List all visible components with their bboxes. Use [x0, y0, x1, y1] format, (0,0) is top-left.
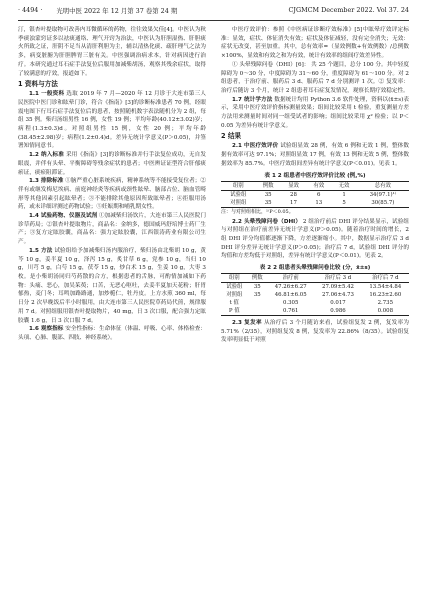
right-column — [221, 26, 409, 345]
subheading: 2.2 头晕残障问卷（DHI） — [232, 218, 302, 225]
body-text: ①加减柴归汤饮片，大连市第三人民医院门诊草药局；②银杏叶提取物片，商品名：金纳多，德国威玛舒培博士药厂生产；③复方定眩胶囊，商品名：强力定眩胶囊，江西银涛药业有限公司生产。 — [18, 213, 207, 246]
subheading: 1.7 统计学方法 — [232, 96, 273, 103]
subheading: 2.3 复发率 — [232, 320, 262, 327]
body-text: 试验组给予加减柴归汤内服治疗，柴归汤由北柴胡 10 g，黄芩 10 g，姜半夏 10 g，泽泻 15 g，炙甘草 6 g，党参 10 g，当归 10 g，川芎 5 g，白芍 15 g，茯苓 15 g，炒白术 15 g，生姜 10 g，大枣 3 枚。是小柴胡汤同归芍药散的合方，根据患者的舌脉，可酌情加减如下药物：头痛、恶心，加吴茱萸；口苦，无恶心呕吐，去姜半夏加天花粉；肝胃郁热，麦门冬；耳鸣加路路通，加炒栀仁，牡丹皮。上方水煎 360 ml，每日分 2 次早晚饭后半小时服用，由大连市第三人民医院草药局代煎，规律服用 7 d。对照组服用银杏叶提取物片，40 mg，日 3 次口服，配合强力定眩胶囊 1.6 g，日 3 次口服 7 d。 — [18, 247, 207, 324]
table-cell: 13.54±4.84 — [369, 284, 402, 291]
table-cell — [248, 299, 267, 307]
left-column — [18, 26, 206, 345]
table-cell: 6 — [317, 191, 321, 198]
journal-title-cn: 光明中医 2022 年 12 月第 37 卷第 24 期 — [56, 7, 178, 15]
column-header: 无效 — [331, 181, 356, 190]
table-cell: 2.735 — [377, 300, 394, 307]
table-row — [221, 299, 409, 307]
subheading: 1.5 方法 — [29, 247, 53, 254]
section-statistics — [221, 96, 409, 131]
body-text: 2 组治疗前后 DHI 评分结果显示，试验组与对照组在治疗前差异无统计学意义(P＞0.05)。随着治疗时间的增长，2 组 DHI 评分均值都逐渐下降，方差逐渐缩小。其中，数据显示治疗后 3 d DHI 评分差异无统计学意义(P＞0.05)；治疗后 7 d，试验组 DHI 评分的均值和方差均低于对照组，差异有统计学意义(P＜0.01)。见表 2。 — [221, 218, 410, 260]
body-text: 数据统计均用 Python 3.6 软件处理，资料以(x̄±s)表示，采用中医疗效评价指标测量效果；组间比较采用 t 检验，重复测量方差方法用来测量时间对同一组受试者的影响；组间比较采用 χ² 检验；以 P＜0.05 为差异有统计学意义。 — [221, 96, 409, 129]
body-text: 从治疗后 3 个月随访来看，试验组复发 2 例，复发率为 5.71%（2/35），对照组复发 8 例，复发率为 22.86%（8/35）。试验组复发率明显低于对照 — [221, 320, 410, 344]
body-text: 采用《指南》[3]的诊断标准并行手法复位成功，无自发眼震，并伴有头晕、平衡障碍等残余症状的患者；中医辨证证型符合肝郁痰瘀证，痰瘀阻滞证。 — [18, 152, 207, 176]
table-cell: 0.008 — [377, 308, 394, 315]
table-cell: 对照组 — [226, 292, 243, 299]
table-cell: 27.09±5.42 — [322, 284, 354, 291]
table-header-row — [221, 274, 409, 283]
table-2-caption: 表 2 2 组患者头晕残障问卷比较 (分，x̄±s) — [259, 265, 371, 272]
table-cell: 34(97.1)¹⁾ — [369, 191, 397, 198]
column-header: 组别 — [221, 274, 248, 283]
column-header: 治疗后 7 d — [362, 274, 409, 283]
dhi-label: ① 头晕残障问卷（DHI）[6]： — [232, 61, 310, 68]
running-header — [18, 6, 409, 21]
section-method — [18, 247, 206, 325]
table-cell: 0.017 — [330, 300, 346, 307]
table-cell: 0.305 — [282, 300, 299, 307]
table-cell: 30(85.7) — [371, 199, 395, 206]
column-header: 治疗前 — [267, 274, 314, 283]
subheading: 1.4 试验药物、仪器及试剂 — [29, 213, 98, 220]
table-cell: 35 — [253, 292, 261, 299]
table-cell: 27.06±4.73 — [322, 292, 354, 299]
column-header: 显效 — [281, 181, 306, 190]
column-header: 例数 — [248, 274, 267, 283]
table-cell: 47.26±6.27 — [274, 284, 307, 291]
table-1 — [221, 181, 409, 208]
section-heading-results: 2 结果 — [221, 132, 242, 141]
table-row — [221, 199, 409, 208]
intro-paragraph: 汀，银杏叶提取物可改善内耳微循环的药物，往往效果欠佳[4]。中医认为秋季痰浊蒙窍证多以祛痰通络、理气开窍为治法，中医认为肝胆湿热、肝胆痰火所致之证，肝阴不足当从清肝利胆为主，辅以清热化痰、疏肝理气之法为多，病变脏腑为肝胆脾胃三脏有关。中医强调治病求本，针对病因进行治疗。本研究通过耳石症手法复位后服用加减柴胡汤，观察其残余症状，取得了较满意的疗效，报道如下。 — [18, 27, 206, 77]
table-cell: 0.986 — [330, 308, 346, 315]
table-cell: t 值 — [229, 300, 239, 307]
column-header: 组别 — [221, 181, 256, 190]
table-row — [221, 307, 409, 316]
subheading: 1.3 排除标准 — [29, 178, 64, 185]
dhi-paragraph — [221, 61, 409, 96]
table-cell: 28 — [290, 191, 297, 198]
table-cell: 16.23±2.60 — [369, 292, 402, 299]
subheading: 1.2 纳入标准 — [29, 152, 64, 159]
column-header: 有效 — [306, 181, 331, 190]
table-1-note: 注：与对照组相比，¹⁾P＜0.05。 — [221, 208, 294, 215]
table-cell: 17 — [290, 199, 297, 206]
subheading: 1.1 一般资料 — [29, 91, 65, 98]
section-observation — [18, 325, 206, 342]
efficacy-criteria-paragraph: 中医疗效评价：参照《中医病证诊断疗效标准》[5]中眩晕疗效评定标准：显效，症状、体征消失有效；症状及体征减轻，没有完全消失；无效：症状无改变，甚至加重。其中，总有效率=（显效例数+有效例数）/总例数×100%，显效和有效之和为有效，统计有效率的组间疗效差异性。 — [221, 27, 409, 60]
body-text: 试验组显效 28 例，有效 6 例和无效 1 例，整体数据有效率可达 97.1%；对照组显效 17 例，有效 13 例和无效 5 例，整体数据效率为 85.7%。中医疗效组间差异有统计学意义(P＜0.01)。见表 1。 — [221, 143, 410, 167]
table-1-caption: 表 1 2 组患者中医疗效评价比较 (例,%) — [264, 172, 366, 179]
section-dhi-results — [221, 218, 409, 262]
body-text: 共 25 个题目，总分 100 分。其中轻度障碍为 0～30 分，中度障碍为 31～60 分，重度障碍为 61～100 分。对 2 组患者，于治疗前、服药后 3 d、服药后 7 d 分别测评 1 次。② 复发率：治疗后随访 3 个月，统计 2 组患者耳石症复发情况，观察长期疗效稳定性。 — [221, 61, 409, 94]
column-header: 治疗后 3 d — [314, 274, 361, 283]
table-cell: 46.81±6.05 — [274, 292, 307, 299]
table-cell: 35 — [253, 284, 261, 291]
table-cell: 对照组 — [230, 199, 247, 206]
table-cell: P 值 — [228, 308, 240, 315]
body-text: 选取 2019 年 7 月—2020 年 12 月诊于大连市第三人民医院中医门诊和眩晕门诊，符合《指南》[3]的诊断标准患者 70 例，经眼震电图下行耳石症手法复位后的患者，按照随机数字表法随机分为 2 组，每组 35 例。柴归汤组男性 16 例，女性 19 例；平均年龄(40.12±3.02)岁；病程(1.3±0.3)d。对照组男性 15 例，女性 20 例；平均年龄(38.45±2.98)岁；病程(1.2±0.4)d。差异无统计学意义(P＞0.05)，并签署知情同意书。 — [18, 91, 207, 150]
section-drugs — [18, 212, 206, 247]
table-row — [221, 291, 409, 299]
table-cell: 5 — [342, 199, 346, 206]
table-cell — [248, 307, 267, 316]
section-exclusion — [18, 177, 206, 212]
column-header: 总有效 — [357, 181, 409, 190]
section-heading-methods: 1 资料与方法 — [18, 80, 58, 89]
section-recurrence — [221, 319, 409, 345]
table-cell: 1 — [342, 191, 346, 198]
table-cell: 试验组 — [230, 191, 247, 198]
subheading: 1.6 观察指标 — [29, 326, 64, 333]
table-cell: 0.761 — [282, 308, 299, 315]
table-header-row — [221, 181, 409, 190]
table-cell: 35 — [264, 199, 272, 206]
body-text: ①脑严重心脏系统疾病，精神系统等不能接受复位者；②伴有或继发梅尼埃病、前庭神经炎等疾病或颈性眩晕、脑部占位、脑血管畸形等其他因素引起眩晕者；③不能排除其他原因所致眩晕者；④拒服用汤药，或未详细评测过药物试验；⑤妊娠期和哺乳期女性。 — [18, 178, 206, 211]
table-row — [221, 283, 409, 292]
table-2 — [221, 273, 409, 316]
subheading: 2.1 中医疗效评价 — [232, 143, 279, 150]
section-inclusion — [18, 151, 206, 177]
table-cell: 35 — [264, 191, 272, 198]
body-text: 安全性指标：生命体征（体温、呼吸、心率、体格检查：头项、心肺、腹部、四肢、神经系统）。 — [18, 326, 206, 341]
table-cell: 试验组 — [226, 284, 243, 291]
table-row — [221, 190, 409, 199]
journal-title-en: CJGMCM December 2022. Vol 37. 24 — [288, 6, 409, 14]
page-number: · 4494 · — [18, 6, 43, 14]
column-header: 例数 — [256, 181, 281, 190]
table-cell: 13 — [315, 199, 323, 206]
section-tcm-efficacy — [221, 142, 409, 168]
section-general-data — [18, 90, 206, 151]
